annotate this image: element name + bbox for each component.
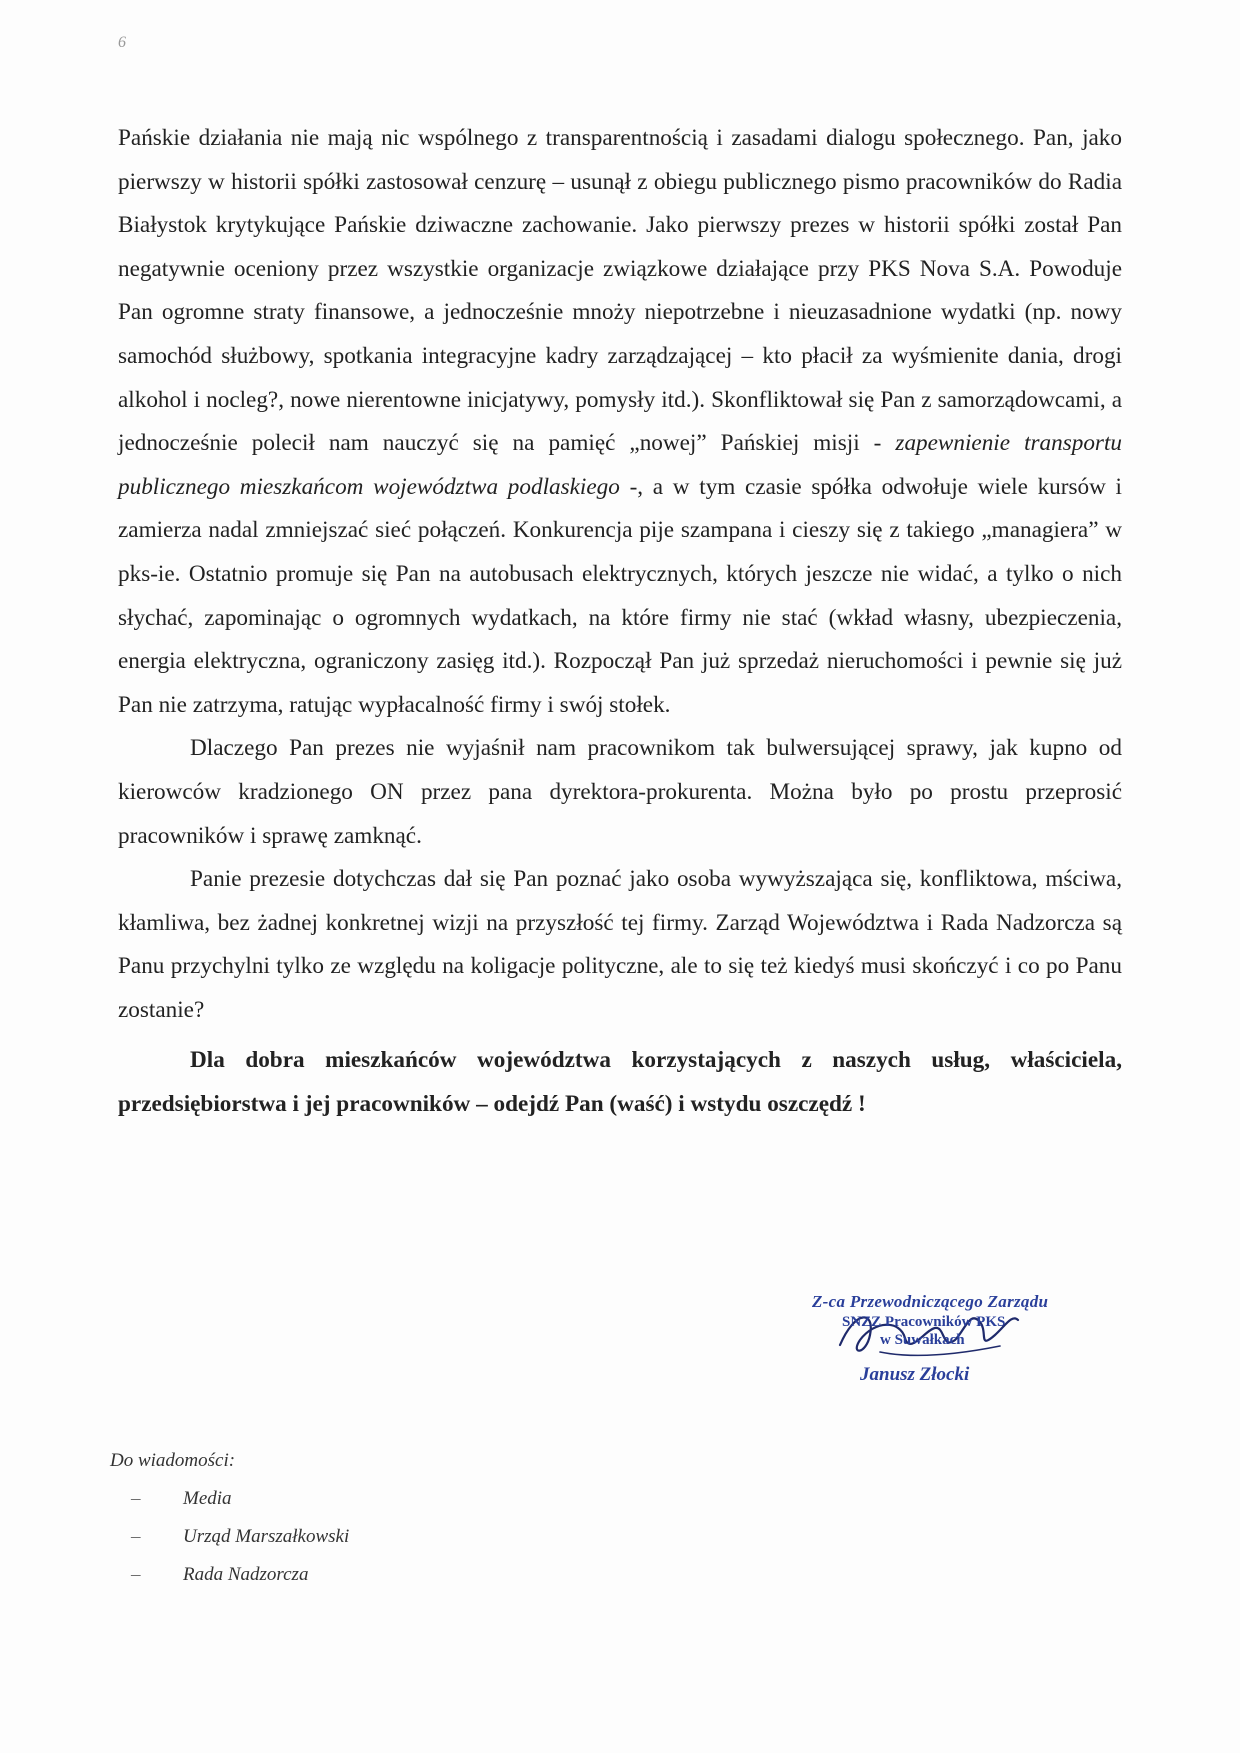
stamp-union: SNZZ Pracowników PKS (842, 1314, 1006, 1330)
cc-item (110, 1526, 349, 1564)
paragraph-1-run-3: -, a w tym czasie spółka odwołuje wiele kursów i zamierza nadal zmniejszać sieć połączeń. Konkurencja pije szampana i cieszy się z takiego „managiera” w pks-ie. Ostatnio promuje się Pan na autobusach elektrycznych, których jeszcze nie widać, a tylko o nich słychać, zapominając o ogromnych wydatkach, na które firmy nie stać (wkład własny, ubezpieczenia, energia elektryczna, ograniczony zasięg itd.). Rozpoczął Pan już sprzedaż nieruchomości i pewnie się już Pan nie zatrzyma, ratując wypłacalność firmy i swój stołek. (118, 473, 1122, 718)
paragraph-3-run-1: Panie prezesie dotychczas dał się Pan poznać jako osoba wywyższająca się, konfliktowa, mściwa, kłamliwa, bez żadnej konkretnej wizji na przyszłość tej firmy. Zarząd Województwa i Rada Nadzorcza są Panu przychylni tylko ze względu na koligacje polityczne, ale to się też kiedyś musi skończyć i co po Panu zostanie? (118, 866, 1122, 1023)
cc-item-label: Urząd Marszałkowski (183, 1526, 350, 1547)
paragraph-1 (118, 117, 1122, 727)
paragraph-2-run-1: Dlaczego Pan prezes nie wyjaśnił nam pracownikom tak bulwersującej sprawy, jak kupno od kierowców kradzionego ON przez pana dyrektora-prokurenta. Można było po prostu przeprosić pracowników i sprawę zamknąć. (118, 735, 1122, 849)
paragraph-3 (118, 858, 1122, 1032)
dash-icon: – (131, 1564, 141, 1585)
dash-icon: – (131, 1526, 141, 1547)
dash-icon: – (131, 1488, 141, 1509)
page-mark: 6 (118, 34, 126, 51)
paragraph-1-run-2-italic: zapewnienie transportu publicznego mieszkańcom województwa podlaskiego (118, 430, 1122, 500)
closing-statement: Dla dobra mieszkańców województwa korzystających z naszych usług, właściciela, przedsiębiorstwa i jej pracowników – odejdź Pan (waść) i wstydu oszczędź ! (118, 1047, 1122, 1118)
paragraph-2 (118, 727, 1122, 858)
cc-item (110, 1488, 349, 1526)
stamp-location: w Suwałkach (880, 1332, 965, 1348)
cc-list (110, 1488, 349, 1602)
paragraph-1-run-1: Pańskie działania nie mają nic wspólnego z transparentnością i zasadami dialogu społecznego. Pan, jako pierwszy w historii spółki zastosował cenzurę – usunął z obiegu publicznego pismo pracowników do Radia Białystok krytykujące Pańskie dziwaczne zachowanie. Jako pierwszy prezes w historii spółki został Pan negatywnie oceniony przez wszystkie organizacje związkowe działające przy PKS Nova S.A. Powoduje Pan ogromne straty finansowe, a jednocześnie mnoży niepotrzebne i nieuzasadnione wydatki (np. nowy samochód służbowy, spotkania integracyjne kadry zarządzającej – kto płacił za wyśmienite dania, drogi alkohol i nocleg?, nowe nierentowne inicjatywy, pomysły itd.). Skonfliktował się Pan z samorządowcami, a jednocześnie polecił nam nauczyć się na pamięć „nowej” Pańskiej misji - (118, 125, 1122, 457)
signature-stamp (800, 1292, 1060, 1402)
cc-section (110, 1450, 349, 1602)
cc-title: Do wiadomości: (110, 1450, 236, 1471)
cc-item-label: Rada Nadzorcza (183, 1564, 309, 1585)
signatory-name: Janusz Złocki (860, 1364, 970, 1385)
cc-item-label: Media (183, 1488, 232, 1509)
letter-body (118, 117, 1122, 1127)
stamp-title: Z-ca Przewodniczącego Zarządu (812, 1292, 1049, 1311)
cc-item (110, 1564, 349, 1602)
